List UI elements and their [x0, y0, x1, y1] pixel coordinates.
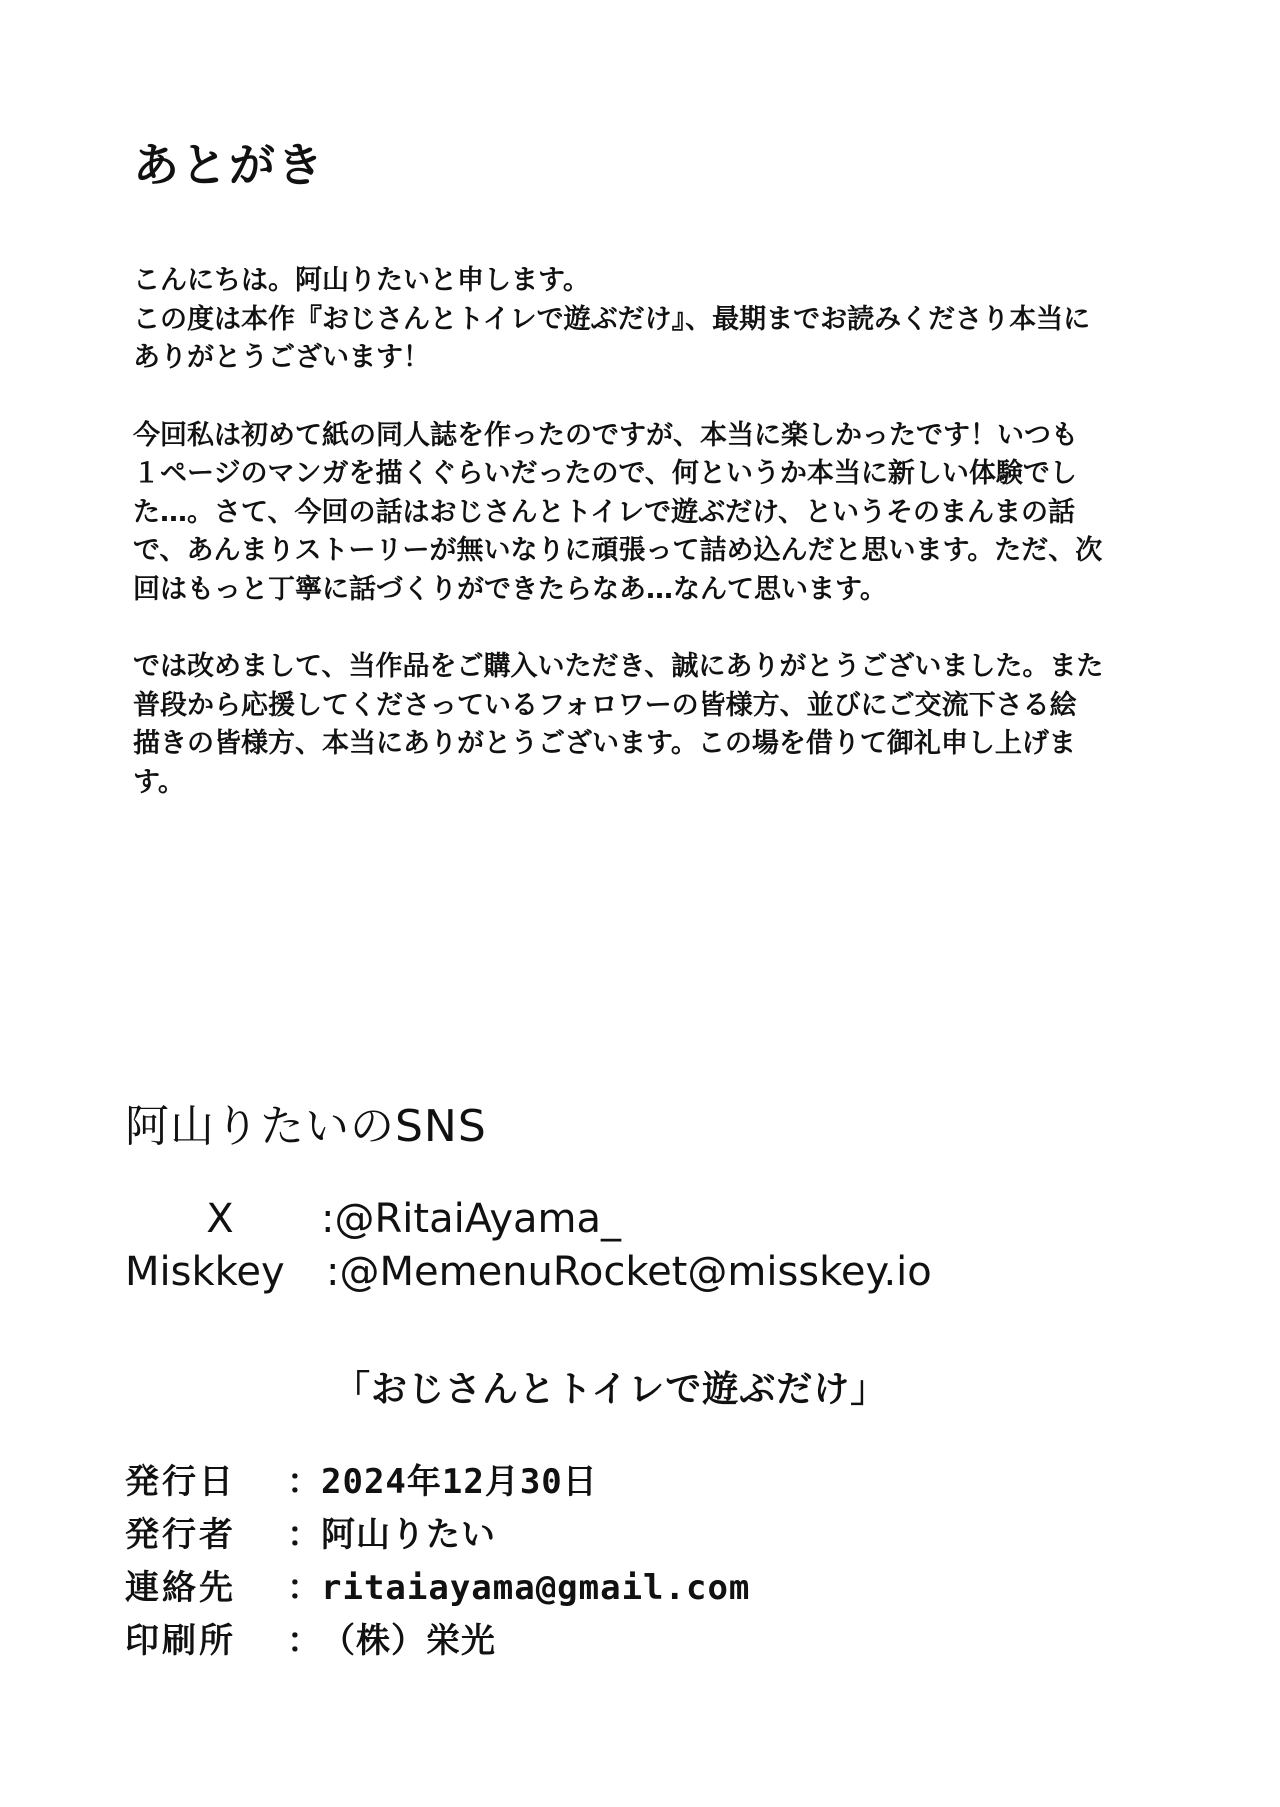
colophon-row-contact [125, 1568, 751, 1608]
colophon-value: 2024年12月30日 [321, 1462, 598, 1502]
afterword-body [133, 262, 1173, 841]
colophon-value: （株）栄光 [321, 1621, 496, 1661]
sns-section-title: 阿山りたいのSNS [125, 1101, 487, 1152]
colophon-row-printer [125, 1621, 496, 1661]
colophon-separator: ： [287, 1515, 321, 1555]
colophon-row-publisher [125, 1515, 496, 1555]
text-line: 普段から応援してくださっているフォロワーの皆様方、並びにご交流下さる絵 [133, 689, 1077, 721]
sns-account-misskey [125, 1250, 932, 1294]
colophon-separator: ： [287, 1568, 321, 1608]
text-line: では改めまして、当作品をご購入いただき、誠にありがとうございました。また [133, 651, 1104, 682]
colophon-label: 発行日 [125, 1462, 236, 1502]
afterword-paragraph [133, 648, 1173, 802]
text-line: こんにちは。阿山りたいと申します。 [133, 265, 590, 296]
colophon-separator: ： [287, 1462, 321, 1502]
colophon-value: 阿山りたい [321, 1515, 496, 1555]
text-line: た…。さて、今回の話はおじさんとトイレで遊ぶだけ、というそのまんまの話 [133, 496, 1076, 528]
sns-handle: :@MemenuRocket@misskey.io [326, 1249, 932, 1295]
text-line: １ページのマンガを描くぐらいだったので、何というか本当に新しい体験でし [133, 458, 1077, 489]
afterword-heading: あとがき [133, 138, 325, 192]
sns-account-x [125, 1197, 621, 1241]
colophon-row-publish-date [125, 1462, 598, 1502]
colophon-label: 発行者 [125, 1515, 236, 1555]
text-line: ありがとうございます！ [133, 342, 430, 373]
afterword-paragraph [133, 262, 1173, 378]
text-line: 回はもっと丁寧に話づくりができたらなあ…なんて思います。 [133, 573, 887, 605]
text-line: で、あんまりストーリーが無いなりに頑張って詰め込んだと思います。ただ、次 [133, 535, 1103, 566]
text-line: 今回私は初めて紙の同人誌を作ったのですが、本当に楽しかったです！いつも [133, 419, 1078, 451]
text-line: この度は本作『おじさんとトイレで遊ぶだけ』、最期までお読みくださり本当に [133, 303, 1091, 335]
colophon-separator: ： [287, 1621, 321, 1661]
sns-handle: :@RitaiAyama_ [321, 1196, 621, 1242]
sns-service-name: Miskkey [125, 1249, 285, 1295]
sns-service-name: X [206, 1196, 234, 1242]
text-line: す。 [133, 766, 185, 798]
colophon-value: ritaiayama@gmail.com [321, 1568, 751, 1608]
colophon-label: 印刷所 [125, 1621, 236, 1661]
colophon-label: 連絡先 [125, 1568, 236, 1608]
book-title: 「おじさんとトイレで遊ぶだけ」 [334, 1369, 888, 1410]
afterword-paragraph [133, 417, 1173, 610]
text-line: 描きの皆様方、本当にありがとうございます。この場を借りて御礼申し上げま [133, 728, 1076, 759]
